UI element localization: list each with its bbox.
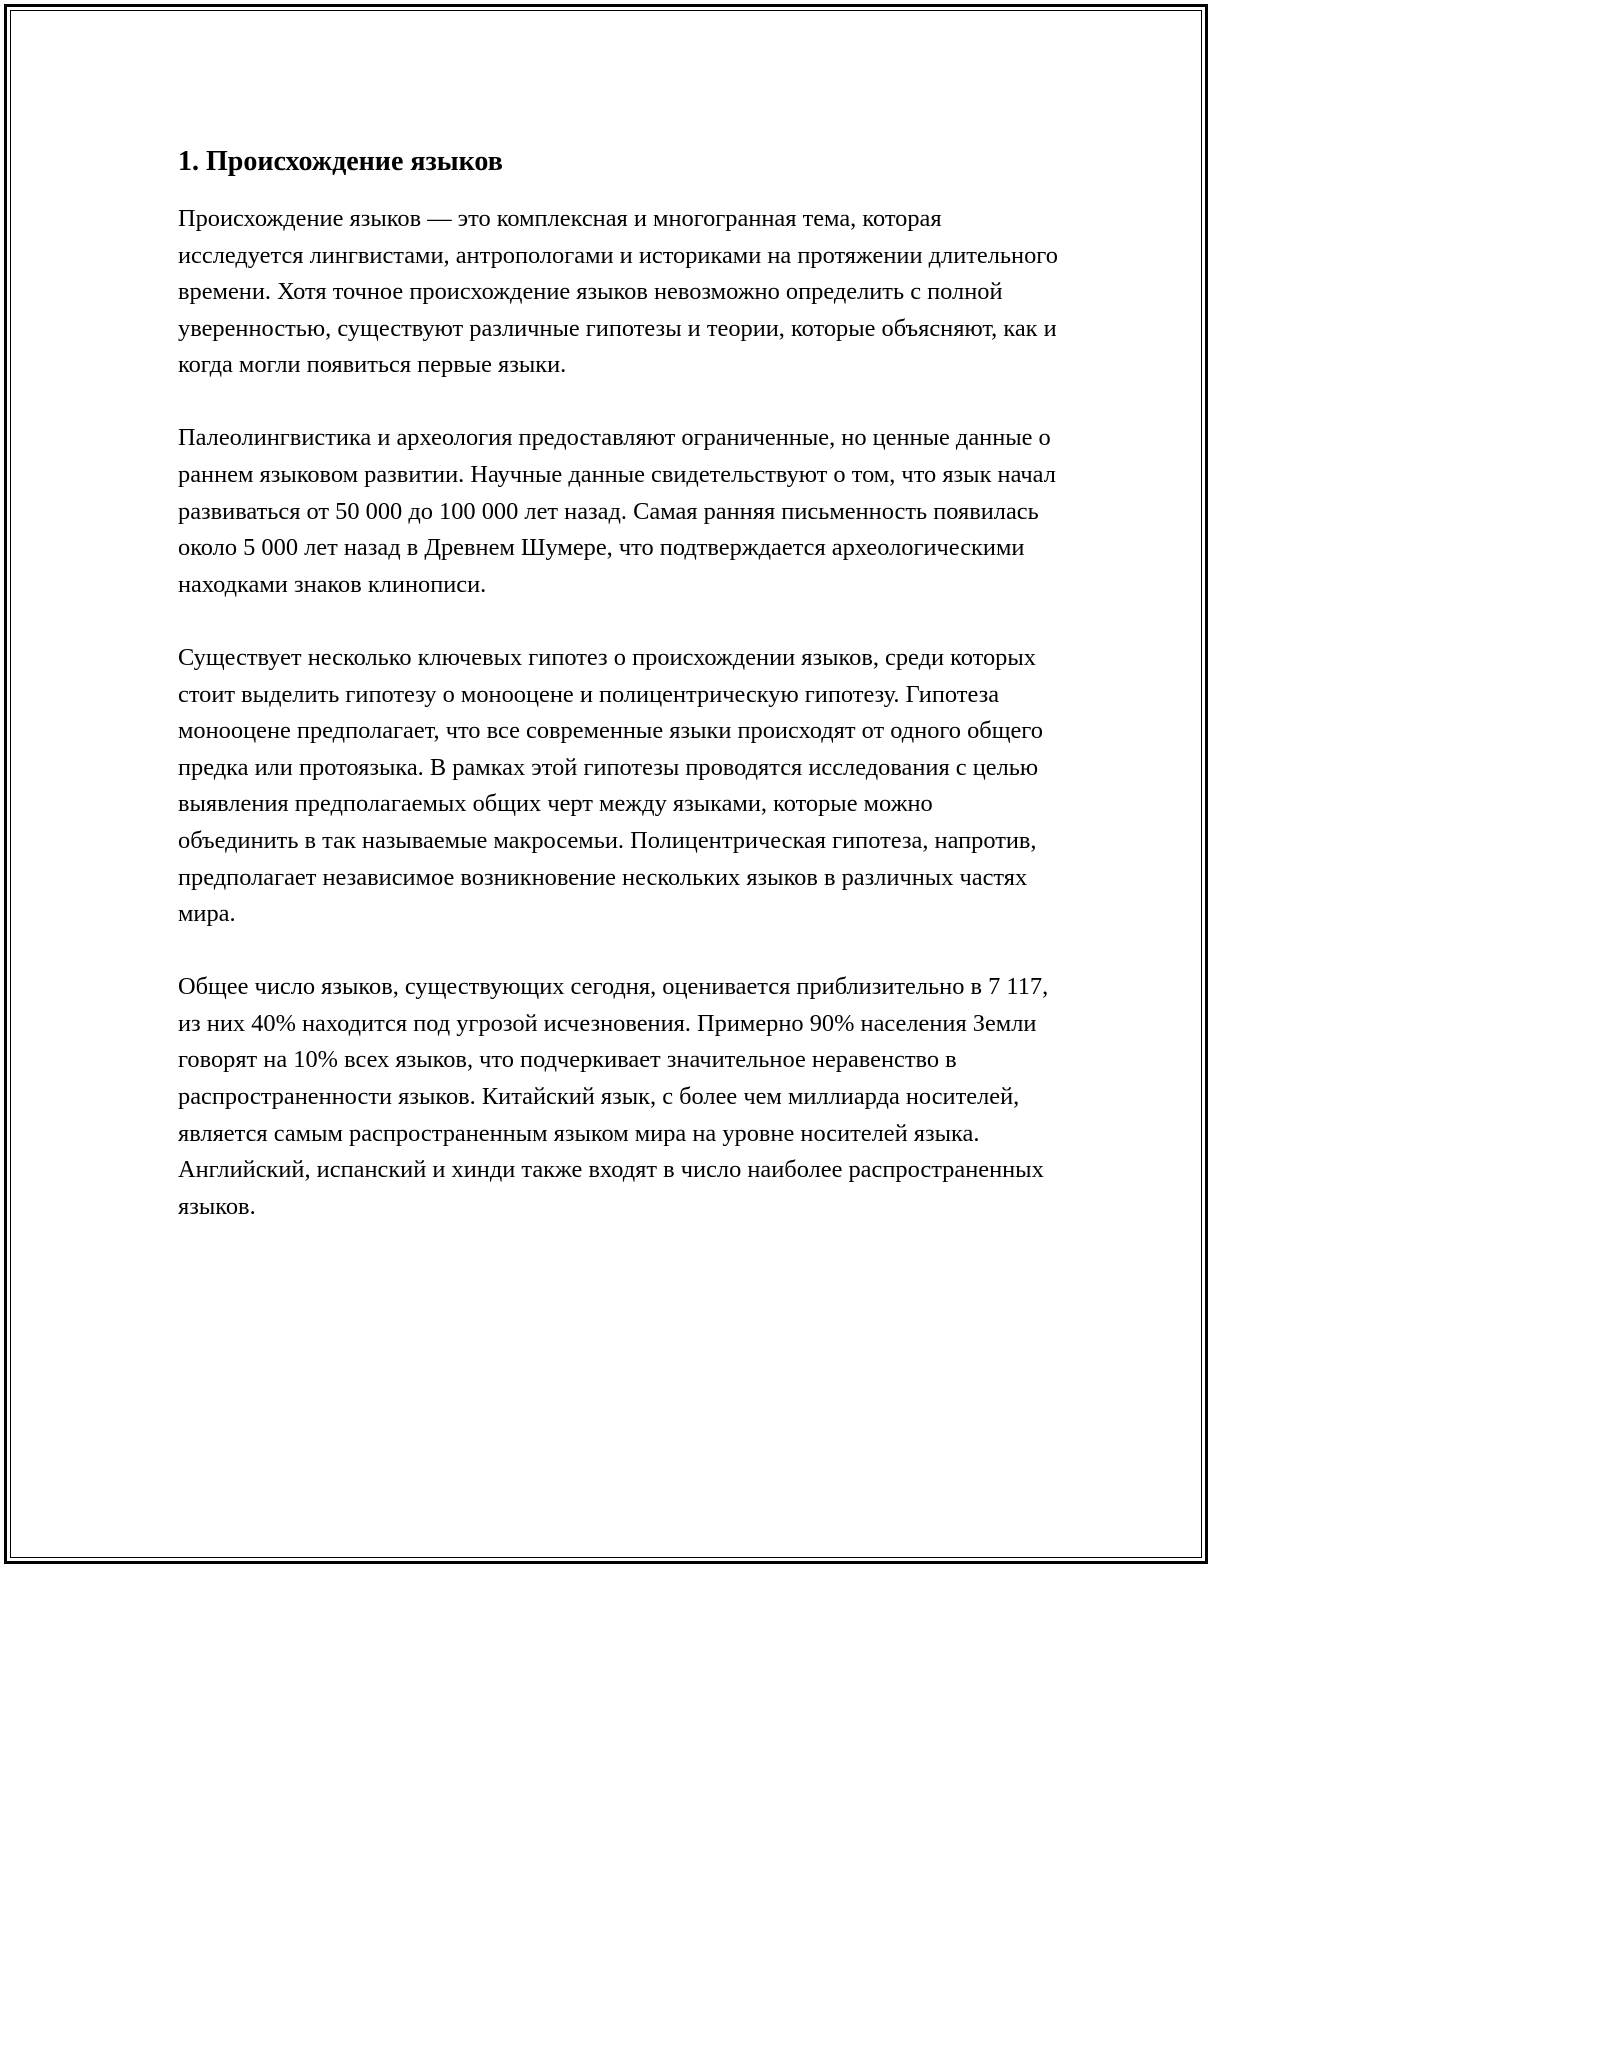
- paragraph-1: Происхождение языков — это комплексная и многогранная тема, которая исследуется лингвистами, антропологами и историками на протяжении длительного времени. Хотя точное происхождение языков невозможно определить с полной уверенностью, существуют различные гипотезы и теории, которые объясняют, как и когда могли появиться первые языки.: [178, 205, 1058, 379]
- paragraph-4: Общее число языков, существующих сегодня, оценивается приблизительно в 7 117, из них 40% находится под угрозой исчезновения. Примерно 90% населения Земли говорят на 10% всех языков, что подчеркивает значительное неравенство в распространенности языков. Китайский язык, с более чем миллиарда носителей, является самым распространенным языком мира на уровне носителей языка. Английский, испанский и хинди также входят в число наиболее распространенных языков.: [178, 973, 1049, 1220]
- section-title: 1. Происхождение языков: [178, 146, 503, 177]
- paragraph-3: Существует несколько ключевых гипотез о происхождении языков, среди которых стоит выделить гипотезу о монооцене и полицентрическую гипотезу. Гипотеза монооцене предполагает, что все современные языки происходят от одного общего предка или протоязыка. В рамках этой гипотезы проводятся исследования с целью выявления предполагаемых общих черт между языками, которые можно объединить в так называемые макросемьи. Полицентрическая гипотеза, напротив, предполагает независимое возникновение нескольких языков в различных частях мира.: [178, 643, 1043, 928]
- paragraph-2: Палеолингвистика и археология предоставляют ограниченные, но ценные данные о раннем языковом развитии. Научные данные свидетельствуют о том, что язык начал развиваться от 50 000 до 100 000 лет назад. Самая ранняя письменность появилась около 5 000 лет назад в Древнем Шумере, что подтверждается археологическими находками знаков клинописи.: [178, 424, 1056, 598]
- document-content: [178, 140, 1058, 1262]
